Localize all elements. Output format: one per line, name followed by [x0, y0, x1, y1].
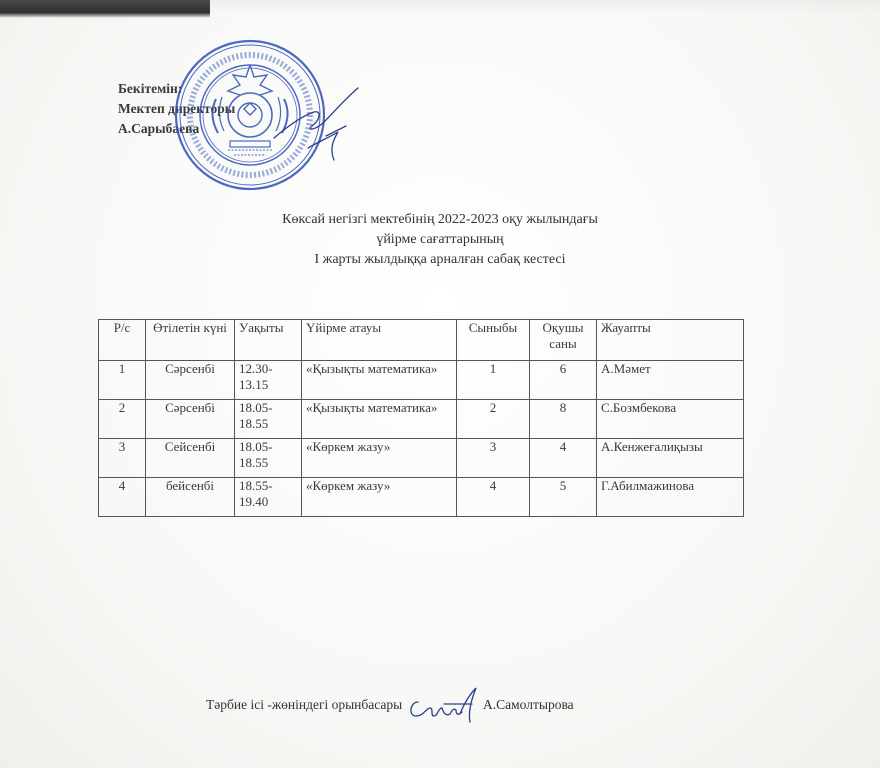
cell-day: Сейсенбі: [146, 439, 235, 478]
header-grade: Сыныбы: [457, 320, 530, 361]
title-line-2: үйірме сағаттарының: [376, 232, 504, 247]
scan-edge-shadow: [0, 0, 210, 18]
approval-line-1: Бекітемін:: [118, 81, 183, 96]
cell-grade: 1: [457, 361, 530, 400]
scan-edge-light: [210, 0, 880, 14]
header-club-name: Үйірме атауы: [302, 320, 457, 361]
document-title: [160, 210, 720, 270]
cell-club-name: «Қызықты математика»: [302, 400, 457, 439]
cell-number: 4: [99, 478, 146, 517]
cell-time: 18.05-18.55: [235, 400, 302, 439]
table-header-row: [99, 320, 744, 361]
cell-time: 18.05-18.55: [235, 439, 302, 478]
director-signature: [268, 86, 368, 164]
header-number: Р/с: [99, 320, 146, 361]
cell-student-count: 5: [530, 478, 597, 517]
cell-responsible: А.Кенжеғалиқызы: [597, 439, 744, 478]
approval-line-2: Мектеп директоры: [118, 101, 236, 116]
table-row: [99, 439, 744, 478]
title-line-1: Көксай негізгі мектебінің 2022-2023 оқу жылындағы: [282, 212, 598, 227]
cell-responsible: А.Мәмет: [597, 361, 744, 400]
header-responsible: Жауапты: [597, 320, 744, 361]
approval-line-3: А.Сарыбаева: [118, 121, 200, 136]
cell-time: 12.30-13.15: [235, 361, 302, 400]
cell-number: 1: [99, 361, 146, 400]
cell-student-count: 8: [530, 400, 597, 439]
header-time: Уақыты: [235, 320, 302, 361]
cell-responsible: С.Бозмбекова: [597, 400, 744, 439]
footer-signature-line: [206, 686, 574, 724]
footer-position: Тәрбие ісі -жөніндегі орынбасары: [206, 697, 403, 712]
table-row: [99, 361, 744, 400]
cell-day: Сәрсенбі: [146, 361, 235, 400]
cell-club-name: «Көркем жазу»: [302, 439, 457, 478]
cell-time: 18.55-19.40: [235, 478, 302, 517]
table-row: [99, 478, 744, 517]
footer-name: А.Самолтырова: [483, 697, 574, 712]
cell-number: 3: [99, 439, 146, 478]
deputy-signature: [404, 686, 482, 724]
schedule-table: [98, 319, 744, 517]
cell-grade: 2: [457, 400, 530, 439]
cell-club-name: «Қызықты математика»: [302, 361, 457, 400]
title-line-3: І жарты жылдыққа арналған сабақ кестесі: [314, 252, 566, 267]
cell-club-name: «Көркем жазу»: [302, 478, 457, 517]
cell-grade: 4: [457, 478, 530, 517]
cell-day: бейсенбі: [146, 478, 235, 517]
header-student-count: Оқушы саны: [530, 320, 597, 361]
cell-student-count: 6: [530, 361, 597, 400]
header-day: Өтілетін күні: [146, 320, 235, 361]
cell-student-count: 4: [530, 439, 597, 478]
table-row: [99, 400, 744, 439]
cell-day: Сәрсенбі: [146, 400, 235, 439]
cell-number: 2: [99, 400, 146, 439]
cell-responsible: Г.Абилмажинова: [597, 478, 744, 517]
cell-grade: 3: [457, 439, 530, 478]
